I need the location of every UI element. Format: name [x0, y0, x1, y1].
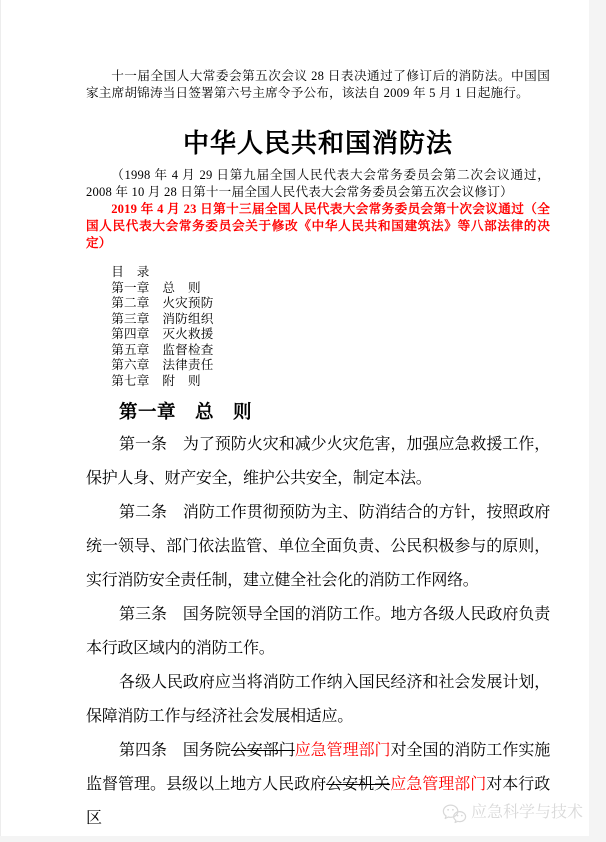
article-paragraph [86, 428, 550, 496]
page-bottom-edge [0, 836, 606, 842]
article-text: 第二条 消防工作贯彻预防为主、防消结合的方针，按照政府统一领导、部门依法监管、单位全面负责、公民积极参与的原则，实行消防安全责任制，建立健全社会化的消防工作网络。 [86, 504, 550, 589]
watermark [442, 802, 583, 824]
inserted-text: 应急管理部门 [294, 742, 391, 759]
article-paragraph [86, 496, 550, 598]
enactment-note: （1998 年 4 月 29 日第九届全国人民代表大会常务委员会第二次会议通过，2008 年 10 月 28 日第十一届全国人民代表大会常务委员会第五次会议修订） [86, 168, 550, 199]
toc-item: 第一章 总 则 [111, 280, 201, 295]
toc-item: 第四章 灭火救援 [111, 327, 214, 341]
toc-item: 第五章 监督检查 [111, 342, 214, 357]
article-paragraph [86, 598, 550, 666]
watermark-label: 应急科学与技术 [470, 804, 583, 821]
toc-item: 第七章 附 则 [111, 373, 201, 388]
deleted-text: 公安部门 [230, 742, 295, 759]
amendment-note: 2019 年 4 月 23 日第十三届全国人民代表大会常务委员会第十次会议通过（全国人民代表大会常务委员会关于修改《中华人民共和国建筑法》等八部法律的决定） [86, 202, 550, 250]
toc-item: 第二章 火灾预防 [111, 296, 214, 310]
article-text: 各级人民政府应当将消防工作纳入国民经济和社会发展计划，保障消防工作与经济社会发展相适应。 [86, 674, 550, 725]
toc-list [86, 281, 550, 390]
toc-item: 第六章 法律责任 [111, 358, 214, 372]
article-text: 第一条 为了预防火灾和减少火灾危害，加强应急救援工作，保护人身、财产安全，维护公共安全，制定本法。 [86, 436, 550, 487]
article-text: 第四条 国务院 [119, 742, 231, 759]
toc-item: 第三章 消防组织 [111, 311, 214, 326]
inserted-text: 应急管理部门 [390, 776, 487, 793]
deleted-text: 公安机关 [326, 776, 391, 793]
article-text: 对全国的消防工作实施监督管理。县级以上地方人民政府 [86, 742, 550, 793]
article-paragraph [86, 666, 550, 734]
intro-paragraph: 十一届全国人大常委会第五次会议 28 日表决通过了修订后的消防法。中国国家主席胡锦涛当日签署第六号主席令予公布，该法自 2009 年 5 月 1 日起施行。 [86, 69, 550, 100]
chapter-1-heading: 第一章 总 则 [119, 403, 253, 423]
table-of-contents [86, 265, 550, 389]
toc-heading: 目 录 [111, 265, 150, 279]
article-text: 对本行政区 [86, 776, 550, 827]
articles-body [86, 428, 550, 836]
article-text: 第三条 国务院领导全国的消防工作。地方各级人民政府负责本行政区域内的消防工作。 [86, 606, 550, 657]
page-right-edge [589, 0, 606, 842]
page-title: 中华人民共和国消防法 [182, 129, 453, 158]
wechat-icon [442, 803, 467, 824]
